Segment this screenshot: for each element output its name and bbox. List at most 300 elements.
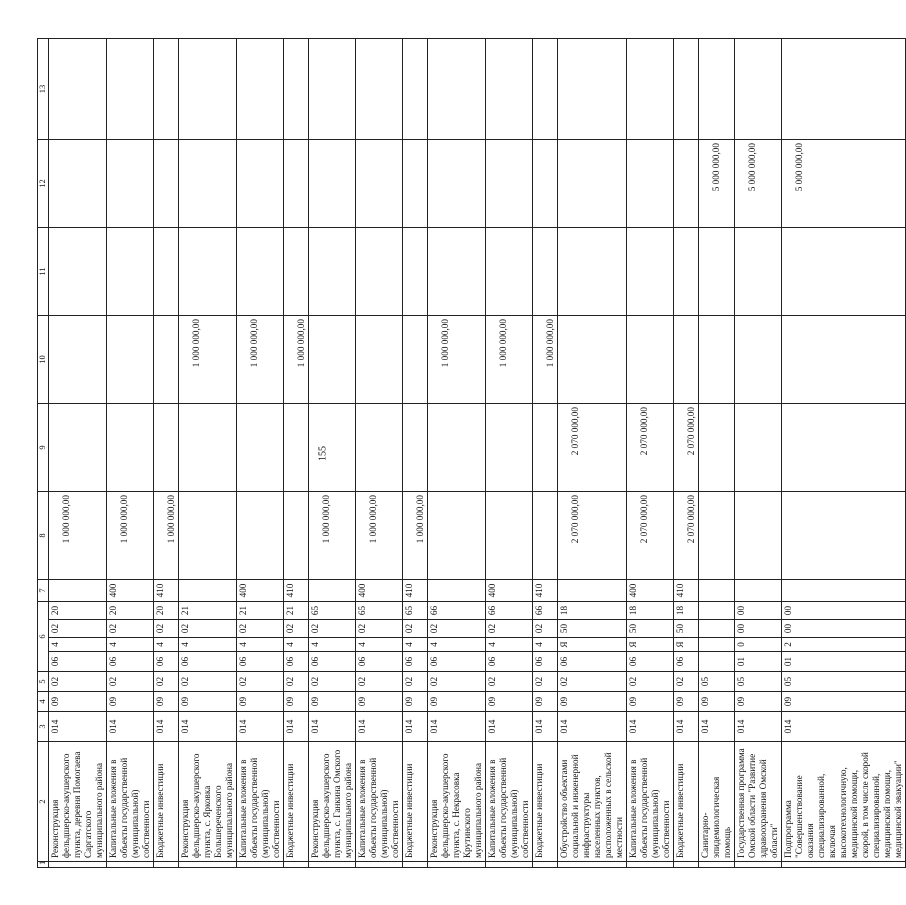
table-cell: 2 070 000,00 xyxy=(558,492,627,580)
table-cell: 02 xyxy=(179,672,237,692)
table-cell xyxy=(699,580,735,602)
table-cell: 4 xyxy=(356,638,403,652)
table-cell: 02 xyxy=(403,620,428,638)
table-cell: 09 xyxy=(735,692,782,712)
table-cell xyxy=(107,316,154,404)
table-cell xyxy=(49,316,107,404)
table-cell xyxy=(699,620,735,638)
table-cell xyxy=(428,228,486,316)
table-cell: 09 xyxy=(237,692,284,712)
table-cell: 014 xyxy=(486,712,533,742)
row-description: Бюджетные инвестиции xyxy=(533,742,558,862)
table-cell: 65 xyxy=(356,602,403,620)
table-cell: 400 xyxy=(107,580,154,602)
table-cell: 400 xyxy=(356,580,403,602)
table-cell: 09 xyxy=(179,692,237,712)
table-cell: 66 xyxy=(428,602,486,620)
table-cell xyxy=(49,39,107,140)
table-cell xyxy=(735,862,782,868)
table-cell: 4 xyxy=(533,638,558,652)
row-description: Подпрограмма "Совершенствование оказания специализированной, включая высокотехнологичную, медицинской помощи, скорой, в том числе скорой специализированной, медицинской помощи, медицинской эвакуации" xyxy=(782,742,906,862)
header-cell: 10 xyxy=(38,316,49,404)
table-cell xyxy=(533,140,558,228)
table-cell: 4 xyxy=(486,638,533,652)
table-cell: 09 xyxy=(49,692,107,712)
rotated-page xyxy=(37,39,903,868)
table-cell xyxy=(699,404,735,492)
table-cell xyxy=(356,140,403,228)
table-row xyxy=(154,39,179,868)
table-cell: 014 xyxy=(49,712,107,742)
table-row xyxy=(558,39,627,868)
table-cell: 06 xyxy=(179,652,237,672)
table-cell xyxy=(428,492,486,580)
table-cell: 4 xyxy=(49,638,107,652)
table-cell: 09 xyxy=(782,692,906,712)
table-cell: 014 xyxy=(627,712,674,742)
table-cell: 400 xyxy=(486,580,533,602)
table-cell xyxy=(284,140,309,228)
table-cell xyxy=(403,862,428,868)
table-cell xyxy=(284,39,309,140)
table-cell: 65 xyxy=(403,602,428,620)
table-row xyxy=(309,39,356,868)
table-cell: 06 xyxy=(154,652,179,672)
table-row xyxy=(179,39,237,868)
table-cell: 014 xyxy=(735,712,782,742)
table-cell: 014 xyxy=(107,712,154,742)
row-description: Реконструкция фельдшерско-акушерского пункта, деревня Помогаева Саргатского муниципального района xyxy=(49,742,107,862)
table-cell xyxy=(533,492,558,580)
table-cell xyxy=(356,228,403,316)
table-cell: 06 xyxy=(356,652,403,672)
header-cell: 3 xyxy=(38,712,49,742)
table-cell xyxy=(179,862,237,868)
table-cell: 09 xyxy=(674,692,699,712)
page-number: 155 xyxy=(317,446,329,461)
row-description: Государственная программа Омской области "Развитие здравоохранения Омской области" xyxy=(735,742,782,862)
table-cell xyxy=(403,140,428,228)
table-cell: 09 xyxy=(699,692,735,712)
table-cell xyxy=(735,228,782,316)
table-cell: 014 xyxy=(428,712,486,742)
table-cell xyxy=(558,228,627,316)
table-cell: 2 070 000,00 xyxy=(674,492,699,580)
table-cell xyxy=(699,39,735,140)
header-cell: 12 xyxy=(38,140,49,228)
table-cell: 00 xyxy=(782,602,906,620)
row-description: Реконструкция фельдшерско-акушерского пункта, с. Ганкина Омского муниципального района xyxy=(309,742,356,862)
table-cell: 014 xyxy=(699,712,735,742)
table-cell xyxy=(782,492,906,580)
table-cell xyxy=(674,39,699,140)
table-cell: 09 xyxy=(154,692,179,712)
table-cell xyxy=(179,404,237,492)
table-cell xyxy=(627,228,674,316)
table-cell xyxy=(179,39,237,140)
table-cell: 09 xyxy=(284,692,309,712)
row-description: Реконструкция фельдшерско-акушерского пункта, с. Некрасовка Крутинского муниципального района xyxy=(428,742,486,862)
row-description: Капитальные вложения в объекты государственной (муниципальной) собственности xyxy=(107,742,154,862)
table-cell: Я xyxy=(558,638,627,652)
table-cell: 02 xyxy=(674,672,699,692)
row-description: Обустройство объектами социальной и инженерной инфраструктуры населенных пунктов, расположенных в сельской местности xyxy=(558,742,627,862)
table-cell: 4 xyxy=(403,638,428,652)
table-cell: 1 000 000,00 xyxy=(533,316,558,404)
table-cell xyxy=(49,228,107,316)
table-cell xyxy=(356,862,403,868)
table-cell: Я xyxy=(674,638,699,652)
table-cell xyxy=(107,404,154,492)
table-cell: 06 xyxy=(486,652,533,672)
table-cell: 09 xyxy=(533,692,558,712)
table-cell: 2 070 000,00 xyxy=(558,404,627,492)
table-cell: 02 xyxy=(309,620,356,638)
table-cell: 02 xyxy=(107,620,154,638)
table-cell xyxy=(674,316,699,404)
table-cell xyxy=(558,39,627,140)
row-description: Реконструкция фельдшерско-акушерского пункта, с. Ярковка Большереченского муниципального района xyxy=(179,742,237,862)
table-row xyxy=(699,39,735,868)
table-cell: 5 000 000,00 xyxy=(782,140,906,228)
table-cell xyxy=(699,316,735,404)
table-cell: 06 xyxy=(237,652,284,672)
table-cell: 09 xyxy=(403,692,428,712)
table-cell xyxy=(428,404,486,492)
table-cell: 02 xyxy=(284,672,309,692)
table-cell: 05 xyxy=(699,672,735,692)
row-description: Капитальные вложения в объекты государственной (муниципальной) собственности xyxy=(237,742,284,862)
table-cell: 014 xyxy=(154,712,179,742)
table-cell: 02 xyxy=(533,672,558,692)
table-cell xyxy=(107,862,154,868)
row-description: Бюджетные инвестиции xyxy=(674,742,699,862)
table-cell xyxy=(486,492,533,580)
header-cell: 2 xyxy=(38,742,49,862)
table-cell: 014 xyxy=(237,712,284,742)
table-cell: 1 000 000,00 xyxy=(107,492,154,580)
table-cell: 05 xyxy=(782,672,906,692)
table-cell: 02 xyxy=(309,672,356,692)
table-cell xyxy=(674,228,699,316)
table-cell: Я xyxy=(627,638,674,652)
table-cell xyxy=(179,492,237,580)
table-cell xyxy=(699,228,735,316)
table-cell xyxy=(782,862,906,868)
table-cell xyxy=(154,862,179,868)
table-cell: 014 xyxy=(356,712,403,742)
table-cell: 00 xyxy=(735,620,782,638)
table-cell: 00 xyxy=(782,620,906,638)
table-cell: 00 xyxy=(735,602,782,620)
table-cell xyxy=(486,140,533,228)
table-cell xyxy=(107,39,154,140)
header-cell: 11 xyxy=(38,228,49,316)
table-cell: 20 xyxy=(107,602,154,620)
table-cell: 02 xyxy=(486,620,533,638)
table-cell xyxy=(627,39,674,140)
table-cell xyxy=(49,862,107,868)
table-cell xyxy=(179,228,237,316)
row-description: Санитарно-эпидемиологическая помощь xyxy=(699,742,735,862)
table-cell: 06 xyxy=(627,652,674,672)
table-cell xyxy=(154,140,179,228)
header-cell: 13 xyxy=(38,39,49,140)
table-cell: 5 000 000,00 xyxy=(699,140,735,228)
table-cell xyxy=(533,228,558,316)
table-cell: 410 xyxy=(533,580,558,602)
table-cell: 66 xyxy=(533,602,558,620)
table-cell xyxy=(309,228,356,316)
table-cell: 09 xyxy=(356,692,403,712)
table-cell xyxy=(735,316,782,404)
table-cell: 1 000 000,00 xyxy=(49,492,107,580)
table-cell xyxy=(699,602,735,620)
table-cell: 014 xyxy=(179,712,237,742)
table-cell: 18 xyxy=(558,602,627,620)
table-cell xyxy=(284,492,309,580)
table-cell xyxy=(735,404,782,492)
table-cell: 02 xyxy=(154,672,179,692)
table-cell: 02 xyxy=(237,672,284,692)
header-cell: 4 xyxy=(38,692,49,712)
table-cell xyxy=(49,140,107,228)
table-cell: 014 xyxy=(533,712,558,742)
table-cell: 014 xyxy=(558,712,627,742)
table-cell xyxy=(154,404,179,492)
table-cell xyxy=(403,39,428,140)
table-cell: 014 xyxy=(284,712,309,742)
header-cell: 1 xyxy=(38,862,49,868)
table-cell xyxy=(674,862,699,868)
table-cell: 06 xyxy=(558,652,627,672)
table-cell xyxy=(49,404,107,492)
table-cell xyxy=(403,316,428,404)
table-cell: 66 xyxy=(486,602,533,620)
table-cell xyxy=(237,862,284,868)
table-cell xyxy=(782,228,906,316)
table-row xyxy=(533,39,558,868)
table-row xyxy=(782,39,906,868)
header-row xyxy=(38,39,49,868)
table-cell: 65 xyxy=(309,602,356,620)
table-cell: 02 xyxy=(49,620,107,638)
table-cell: 5 000 000,00 xyxy=(735,140,782,228)
table-cell: 20 xyxy=(154,602,179,620)
table-cell xyxy=(627,140,674,228)
row-description: Капитальные вложения в объекты государственной (муниципальной) собственности xyxy=(356,742,403,862)
table-cell: 02 xyxy=(428,620,486,638)
table-cell: 014 xyxy=(309,712,356,742)
table-cell: 2 070 000,00 xyxy=(627,404,674,492)
table-cell: 21 xyxy=(237,602,284,620)
table-cell: 21 xyxy=(179,602,237,620)
table-cell: 50 xyxy=(558,620,627,638)
table-cell: 014 xyxy=(403,712,428,742)
table-cell: 014 xyxy=(782,712,906,742)
table-cell xyxy=(428,140,486,228)
table-cell xyxy=(179,580,237,602)
table-cell xyxy=(674,140,699,228)
table-row xyxy=(486,39,533,868)
table-cell xyxy=(699,638,735,652)
table-row xyxy=(627,39,674,868)
table-cell xyxy=(237,404,284,492)
table-cell xyxy=(179,140,237,228)
table-cell xyxy=(356,39,403,140)
table-cell xyxy=(486,862,533,868)
table-cell xyxy=(699,652,735,672)
table-cell xyxy=(699,492,735,580)
table-cell xyxy=(154,228,179,316)
table-cell: 2 xyxy=(782,638,906,652)
table-cell xyxy=(309,404,356,492)
table-row xyxy=(356,39,403,868)
table-cell xyxy=(735,580,782,602)
table-cell: 410 xyxy=(403,580,428,602)
table-cell: 02 xyxy=(107,672,154,692)
row-description: Бюджетные инвестиции xyxy=(403,742,428,862)
table-cell: 18 xyxy=(627,602,674,620)
table-cell: 06 xyxy=(309,652,356,672)
row-description: Бюджетные инвестиции xyxy=(284,742,309,862)
table-cell xyxy=(284,862,309,868)
table-cell: 09 xyxy=(107,692,154,712)
table-cell xyxy=(154,39,179,140)
table-cell: 410 xyxy=(154,580,179,602)
table-cell xyxy=(284,228,309,316)
table-cell: 1 000 000,00 xyxy=(237,316,284,404)
table-cell xyxy=(533,862,558,868)
table-cell: 014 xyxy=(674,712,699,742)
table-cell xyxy=(309,316,356,404)
table-cell xyxy=(237,228,284,316)
header-cell: 7 xyxy=(38,580,49,602)
table-cell xyxy=(428,580,486,602)
table-cell: 09 xyxy=(428,692,486,712)
table-cell xyxy=(309,140,356,228)
table-cell: 1 000 000,00 xyxy=(179,316,237,404)
table-cell: 410 xyxy=(284,580,309,602)
table-cell: 400 xyxy=(627,580,674,602)
table-row xyxy=(735,39,782,868)
table-cell xyxy=(154,316,179,404)
table-cell: 4 xyxy=(428,638,486,652)
table-cell: 4 xyxy=(309,638,356,652)
table-cell: 01 xyxy=(782,652,906,672)
table-cell xyxy=(107,228,154,316)
table-cell: 05 xyxy=(735,672,782,692)
table-cell xyxy=(782,404,906,492)
table-cell: 06 xyxy=(674,652,699,672)
table-row xyxy=(403,39,428,868)
table-cell xyxy=(486,39,533,140)
table-cell xyxy=(735,39,782,140)
table-cell xyxy=(699,862,735,868)
table-cell: 09 xyxy=(627,692,674,712)
table-cell: 20 xyxy=(49,602,107,620)
table-row xyxy=(49,39,107,868)
table-cell: 1 000 000,00 xyxy=(284,316,309,404)
table-cell: 02 xyxy=(237,620,284,638)
table-cell: 06 xyxy=(107,652,154,672)
table-cell: 50 xyxy=(627,620,674,638)
table-cell: 02 xyxy=(627,672,674,692)
table-cell: 2 070 000,00 xyxy=(674,404,699,492)
table-cell: 2 070 000,00 xyxy=(627,492,674,580)
table-cell: 1 000 000,00 xyxy=(486,316,533,404)
table-cell: 02 xyxy=(356,620,403,638)
table-row xyxy=(674,39,699,868)
table-cell: 09 xyxy=(309,692,356,712)
table-cell: 4 xyxy=(154,638,179,652)
table-cell: 1 000 000,00 xyxy=(154,492,179,580)
table-cell: 02 xyxy=(154,620,179,638)
table-cell xyxy=(309,580,356,602)
table-cell: 0 xyxy=(735,638,782,652)
table-cell xyxy=(237,492,284,580)
table-cell xyxy=(356,404,403,492)
table-body xyxy=(49,39,906,868)
table-cell: 4 xyxy=(237,638,284,652)
table-cell xyxy=(356,316,403,404)
table-cell xyxy=(533,39,558,140)
table-cell xyxy=(533,404,558,492)
table-cell xyxy=(782,39,906,140)
table-cell: 02 xyxy=(403,672,428,692)
table-cell xyxy=(428,39,486,140)
table-cell: 02 xyxy=(533,620,558,638)
row-description: Бюджетные инвестиции xyxy=(154,742,179,862)
table-row xyxy=(284,39,309,868)
table-cell: 1 000 000,00 xyxy=(403,492,428,580)
table-cell xyxy=(403,404,428,492)
table-cell: 4 xyxy=(107,638,154,652)
table-cell: 18 xyxy=(674,602,699,620)
table-cell xyxy=(486,228,533,316)
table-cell: 50 xyxy=(674,620,699,638)
table-cell: 1 000 000,00 xyxy=(309,492,356,580)
row-description: Капитальные вложения в объекты государственной (муниципальной) собственности xyxy=(627,742,674,862)
table-cell: 09 xyxy=(486,692,533,712)
table-cell: 02 xyxy=(356,672,403,692)
table-cell xyxy=(558,140,627,228)
table-cell: 02 xyxy=(486,672,533,692)
header-cell: 6 xyxy=(38,602,49,672)
table-cell xyxy=(428,862,486,868)
table-cell: 06 xyxy=(428,652,486,672)
table-cell: 400 xyxy=(237,580,284,602)
table-cell xyxy=(237,39,284,140)
header-cell: 5 xyxy=(38,672,49,692)
table-cell: 06 xyxy=(403,652,428,672)
table-cell: 4 xyxy=(284,638,309,652)
table-cell xyxy=(558,862,627,868)
table-cell: 4 xyxy=(179,638,237,652)
budget-table xyxy=(37,38,906,868)
table-cell: 02 xyxy=(49,672,107,692)
table-cell xyxy=(237,140,284,228)
row-description: Капитальные вложения в объекты государственной (муниципальной) собственности xyxy=(486,742,533,862)
table-cell xyxy=(627,862,674,868)
table-cell xyxy=(309,862,356,868)
table-row xyxy=(237,39,284,868)
header-cell: 9 xyxy=(38,404,49,492)
table-cell: 410 xyxy=(674,580,699,602)
table-cell xyxy=(49,580,107,602)
table-cell: 02 xyxy=(428,672,486,692)
table-cell: 1 000 000,00 xyxy=(428,316,486,404)
